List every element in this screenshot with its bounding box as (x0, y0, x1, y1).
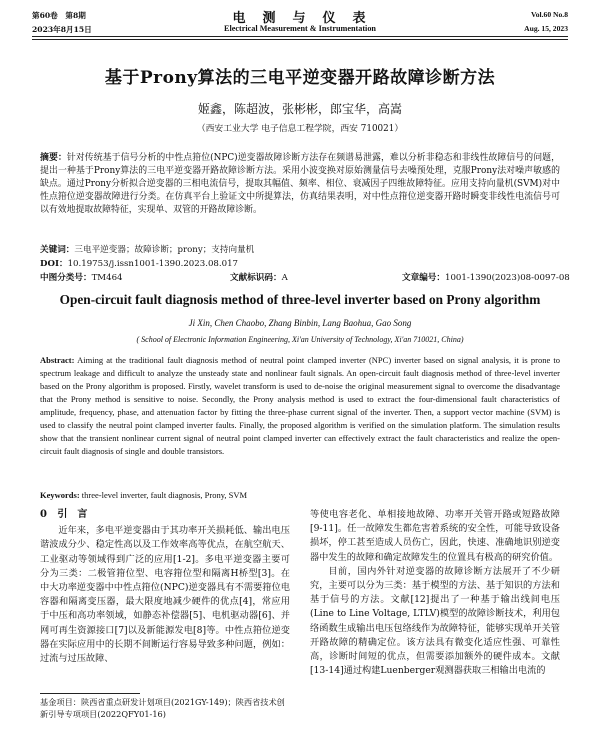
header-rule-thin (32, 39, 568, 40)
keywords-en (40, 490, 560, 500)
article-no-text: 1001-1390(2023)08-0097-08 (444, 273, 570, 283)
intro-paragraph-2: 目前，国内外针对逆变器的故障诊断方法展开了不少研究，主要可以分为三类：基于模型的方法、基于知识的方法和基于信号的方法。文献[12]提出了一种基于输出线间电压(Line to Line Voltage, LTLV)模型的故障诊断技术，利用包络函数生成输出电压包络线作为故障特征，能够实现单开关管开路故障的精确定位。该方法具有微变化适应性强、可靠性高，诊断时间短的优点，但需要添加额外的硬件成本。文献[13-14]通过构建Luenberger观测器获取三相输出电流的 (310, 565, 560, 677)
section-heading (40, 508, 290, 522)
section-number: 0 (40, 509, 47, 520)
clc-text: TM464 (91, 273, 123, 283)
footnote-rule (40, 693, 140, 694)
keywords-cn-label: 关键词： (40, 245, 75, 255)
body-left-column (40, 508, 290, 666)
authors-cn: 姬鑫，陈超波，张彬彬，郎宝华，高嵩 (197, 102, 402, 116)
doi-text: 10.19753/j.issn1001-1390.2023.08.017 (67, 259, 239, 269)
authors-en: Ji Xin, Chen Chaobo, Zhang Binbin, Lang Baohua, Gao Song (188, 318, 412, 328)
doc-code-text: A (281, 273, 288, 283)
doc-code-label: 文献标识码： (230, 273, 282, 283)
header-rule (32, 36, 568, 37)
affiliation-en: ( School of Electronic Information Engineering, Xi'an University of Technology, Xi'an 710021, China) (136, 335, 464, 344)
article-no-label: 文章编号： (402, 273, 445, 283)
abstract-en (40, 354, 560, 458)
keywords-en-label: Keywords: (40, 490, 80, 500)
abstract-cn-text: 针对传统基于信号分析的中性点箝位(NPC)逆变器故障诊断方法存在频谱易泄露，难以分析非稳态和非线性故障信号的问题，提出一种基于Prony算法的三电平逆变器开路故障诊断方法。采用小波变换对原始测量信号去噪预处理，克服Prony法对噪声敏感的缺点。通过Prony分析拟合逆变器的三相电流信号，提取其幅值、频率、相位、衰减因子四维故障特征。应用支持向量机(SVM)对中性点箝位逆变器故障进行分类。在仿真平台上验证文中所提算法，仿真结果表明，对中性点箝位逆变器开路时瞬变非线性电流信号可以有效地提取故障特征，实现单、双管的开路故障诊断。 (40, 153, 561, 215)
header-volume: 第60卷 第8期 (32, 11, 86, 20)
header-date: 2023年8月15日 (32, 25, 92, 34)
intro-paragraph-1-cont: 等使电容老化、单相接地故障、功率开关管开路或短路故障[9-11]。任一故障发生都危害着系统的安全性，可能导致设备损坏，停工甚至造成人员伤亡，因此，快速、准确地识别逆变器中发生的故障和确定故障发生的位置具有极高的研究价值。 (310, 509, 560, 563)
paper-title-cn: 基于Prony算法的三电平逆变器开路故障诊断方法 (104, 68, 496, 88)
abstract-en-text: Aiming at the traditional fault diagnosis method of neutral point clamped inverter (NPC) inverter based on signal analysis, it is prone to spectrum leakage and difficult to analyze the unsteady state and nonlinear fault signals. An open-circuit fault diagnosis method of three-level inverter based on the Prony algorithm is proposed. Firstly, wavelet transform is used to de-noise the original measurement signal to overcome the disadvantage that the Prony method is sensitive to noise. Secondly, the Prony analysis method is used to extract the four-dimensional fault characteristics of amplitude, frequency, phase, and attenuation factor by fitting the three-phase current signal of the inverter. Then, a support vector machine (SVM) is used to classify the neutral point clamped inverter faults. Finally, the proposed algorithm is verified on the simulation platform. The simulation results show that the transient nonlinear current signal of neutral point clamped inverter can effectively extract the fault characteristics and realize the open-circuit fault diagnosis of single and double transistors. (40, 355, 560, 456)
paper-title-en: Open-circuit fault diagnosis method of three-level inverter based on Prony algorithm (59, 292, 541, 307)
keywords-en-text: three-level inverter, fault diagnosis, Prony, SVM (79, 490, 248, 500)
doc-code-line (230, 271, 288, 283)
header-vol-en: Vol.60 No.8 (530, 10, 568, 19)
clc-line (40, 271, 123, 283)
affiliation-cn: （西安工业大学 电子信息工程学院，西安 710021） (196, 124, 404, 134)
section-title: 引 言 (57, 509, 88, 520)
header-date-en: Aug. 15, 2023 (524, 24, 568, 33)
intro-paragraph-1: 近年来，多电平逆变器由于其功率开关损耗低、输出电压谐波成分少、稳定性高以及工作效率高等优点，在航空航天、工业驱动等领域得到广泛的应用[1-2]。多电平逆变器主要可分为三类：二极管箝位型、电容箝位型和隔离H桥型[3]。在中大功率逆变器中中性点箝位(NPC)逆变器具有不需要箝位电容器和隔离变压器，最大限度地减少硬件的优点[4]，常应用于中压和高功率领域，如静态补偿器[5]、电机驱动器[6]、并网可再生资源接口[7]以及新能源发电[8]等。中性点箝位逆变器在实际应用中的长期不间断运行容易导致多种问题，例如：过流与过压故障、 (40, 525, 290, 665)
keywords-cn (40, 243, 254, 255)
journal-title-en: Electrical Measurement & Instrumentation (224, 24, 376, 33)
keywords-cn-text: 三电平逆变器；故障诊断；prony；支持向量机 (74, 245, 255, 255)
body-right-column (310, 508, 560, 678)
doi-label: DOI： (40, 259, 68, 269)
abstract-cn-label: 摘要： (40, 153, 67, 163)
doi-line (40, 257, 238, 269)
abstract-cn (40, 152, 560, 217)
funding-footnote: 基金项目：陕西省重点研发计划项目(2021GY-149)；陕西省技术创新引导专项项目(2022QFY01-16) (40, 697, 285, 719)
abstract-en-label: Abstract: (40, 355, 75, 365)
journal-title-cn: 电 测 与 仪 表 (232, 11, 368, 26)
clc-label: 中图分类号： (40, 273, 92, 283)
article-no-line (402, 271, 570, 283)
